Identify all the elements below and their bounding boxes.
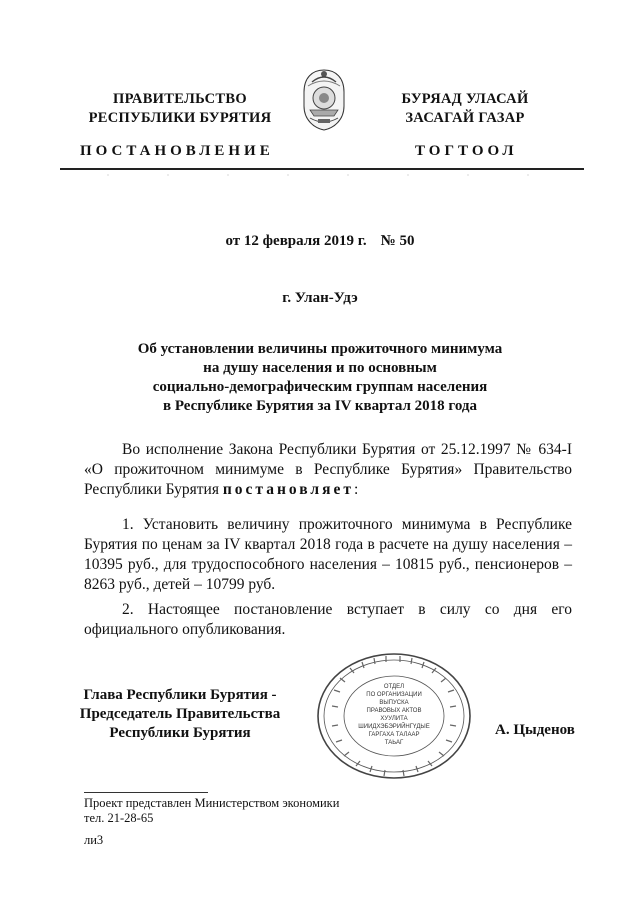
document-number: № 50	[380, 233, 415, 249]
government-name-buryat-line1: БУРЯАД УЛАСАЙ	[401, 91, 529, 107]
signatory-name: А. Цыденов	[495, 722, 575, 738]
government-name-russian	[60, 90, 300, 128]
government-name-line1: ПРАВИТЕЛЬСТВО	[113, 91, 247, 107]
signatory-title-line2: Председатель Правительства	[79, 706, 281, 722]
footer-initials: ли3	[84, 833, 104, 847]
official-stamp-icon	[314, 650, 474, 782]
stamp-line3: ВЫПУСКА	[379, 700, 409, 706]
stamp-line8: ТАЬАГ	[384, 740, 404, 746]
clause-2-paragraph: 2. Настоящее постановление вступает в силу со дня его официального опубликования.	[84, 601, 572, 638]
resolves-word: постановляет	[222, 481, 355, 498]
document-city: г. Улан-Удэ	[282, 290, 358, 306]
title-line4: в Республике Бурятия за IV квартал 2018 года	[162, 398, 477, 414]
stamp-line4: ПРАВОВЫХ АКТОВ	[366, 708, 422, 714]
document-date: от 12 февраля 2019 г.	[225, 233, 367, 249]
preamble-paragraph	[84, 440, 572, 500]
stamp-line6: ШИИДХЭБЭРИЙНГҮДЫЕ	[358, 724, 430, 730]
stamp-line5: ХУУЛИТА	[380, 716, 408, 722]
title-line3: социально-демографическим группам населения	[152, 379, 488, 395]
government-name-buryat-line2: ЗАСАГАЙ ГАЗАР	[405, 110, 525, 126]
header-dotted-line	[78, 174, 578, 176]
government-name-buryat	[360, 90, 570, 128]
document-type-russian: ПОСТАНОВЛЕНИЕ	[80, 143, 274, 159]
stamp-line1: ОТДЕЛ	[383, 684, 405, 690]
clause-1-paragraph: 1. Установить величину прожиточного минимума в Республике Бурятия по ценам за IV квартал 2018 года в расчете на душу населения – 10395 руб., для трудоспособного населения – 10815 руб., пенсионеров – 8263 руб., детей – 10799 руб.	[84, 516, 572, 593]
header-divider	[60, 168, 584, 170]
signatory-title	[70, 686, 290, 743]
footer-phone: тел. 21-28-65	[84, 811, 154, 825]
footer-presented-by: Проект представлен Министерством экономики	[84, 796, 340, 810]
title-line1: Об установлении величины прожиточного минимума	[137, 341, 503, 357]
stamp-line2: ПО ОРГАНИЗАЦИИ	[366, 692, 422, 698]
document-type-buryat: ТОГТООЛ	[415, 143, 518, 159]
document-title	[100, 340, 540, 416]
preamble-text: Во исполнение Закона Республики Бурятия от 25.12.1997 № 634-I «О прожиточном минимуме в Республике Бурятия» Правительство Республики Бурятия	[84, 441, 572, 498]
buryatia-emblem-icon	[298, 66, 350, 132]
footer-divider	[84, 792, 208, 793]
preamble-colon: :	[354, 481, 359, 498]
document-date-number	[0, 233, 640, 250]
title-line2: на душу населения и по основным	[203, 360, 437, 376]
signatory-title-line3: Республики Бурятия	[109, 725, 251, 741]
stamp-line7: ГАРГАХА ТАЛААР	[368, 732, 420, 738]
signatory-title-line1: Глава Республики Бурятия -	[83, 687, 277, 703]
government-name-line2: РЕСПУБЛИКИ БУРЯТИЯ	[88, 110, 272, 126]
